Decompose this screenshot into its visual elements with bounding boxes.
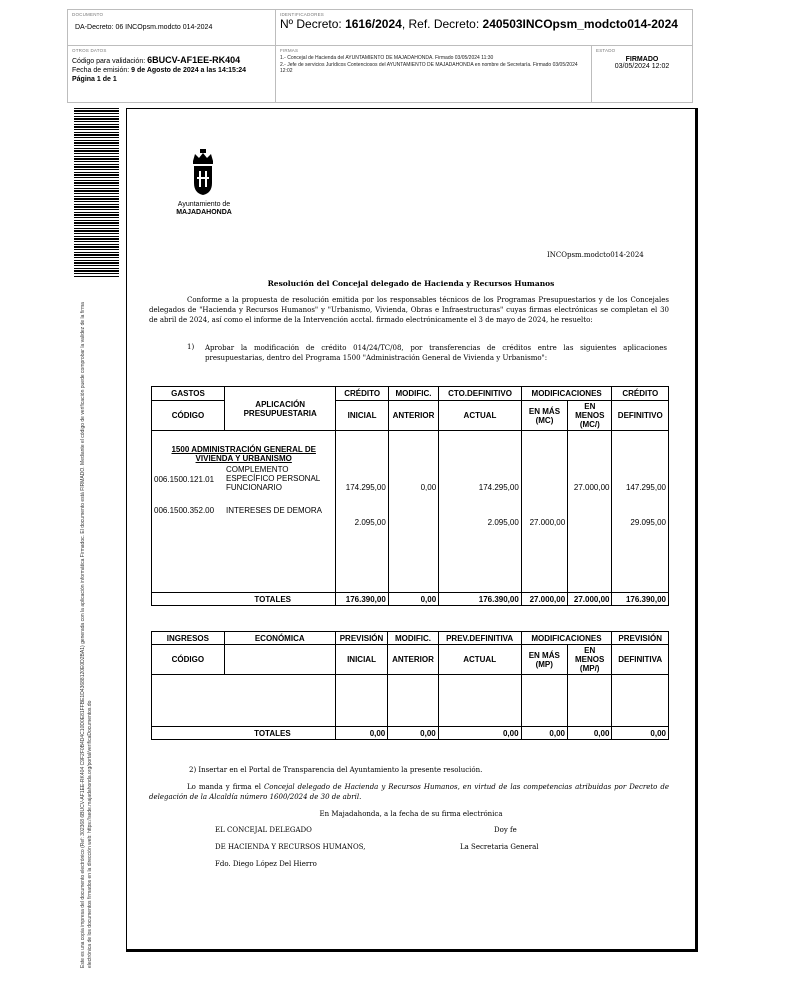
decreto-prefix: Nº Decreto: (280, 17, 346, 31)
gastos-h-inicial: INICIAL (336, 401, 388, 431)
ingresos-h-ingresos: INGRESOS (152, 632, 225, 645)
decreto-line (280, 17, 688, 31)
gastos-row-2-mas: 27.000,00 (529, 518, 566, 527)
ingresos-h-codigo: CÓDIGO (152, 645, 225, 675)
pagina: Página 1 de 1 (72, 76, 117, 83)
ingresos-h-actual: ACTUAL (438, 645, 521, 675)
otros-datos-cell (68, 46, 276, 102)
manda-part-2: Concejal delegado de Hacienda y Recursos Humanos, en virtud de las competencias atribuidas por Decreto de delegación de la Alcaldía número 1600/2024 de 30 de abril. (149, 783, 669, 801)
ingresos-tot-anterior: 0,00 (388, 727, 438, 740)
sig-right-2: La Secretaria General (460, 843, 539, 851)
gastos-h-modific: MODIFIC. (388, 387, 438, 401)
firmas-label: FIRMAS (280, 48, 299, 53)
gastos-col-actual (439, 431, 522, 593)
gastos-h-codigo: CÓDIGO (152, 401, 225, 431)
gastos-row-2-inicial: 2.095,00 (354, 518, 386, 527)
identificadores-label: IDENTIFICADORES (280, 12, 325, 17)
gastos-h-gastos: GASTOS (152, 387, 225, 401)
gastos-col-mas (521, 431, 567, 593)
gastos-totales-row (152, 593, 669, 606)
item-2: 2) Insertar en el Portal de Transparencia del Ayuntamiento la presente resolución. (189, 766, 483, 774)
gastos-h-definitivo: DEFINITIVO (612, 401, 669, 431)
codigo-line (72, 56, 271, 66)
codigo-value: 6BUCV-AF1EE-RK404 (147, 55, 241, 65)
signature-header (67, 9, 693, 103)
ref-value: 240503INCOpsm_modcto014-2024 (482, 17, 678, 31)
sig-left-2: DE HACIENDA Y RECURSOS HUMANOS, (215, 843, 366, 851)
gastos-row-2-codigo: 006.1500.352.00 (154, 506, 215, 515)
codigo-prefix: Código para validación: (72, 58, 148, 65)
sig-right-1: Doy fe (494, 826, 517, 834)
gastos-h-cto-def: CTO.DEFINITIVO (439, 387, 522, 401)
gastos-tot-inicial: 176.390,00 (336, 593, 388, 606)
firmas-cell (276, 46, 592, 102)
otros-label: OTROS DATOS (72, 48, 107, 53)
ingresos-h-prev-def: PREV.DEFINITIVA (438, 632, 521, 645)
ingresos-h-definitiva: DEFINITIVA (612, 645, 669, 675)
side-verification-text: Este es una copia impresa del documento electrónico (Ref: 302368 6BUCV-AF1EE-RK404 C9F2F0B4D4C10D0E81FFBE1D43688120E0D2BA1) generada con la aplicación informática Firmadoc. El documento está FIRMADO. Mediante el código de verificación puede comprobar la validez de la firma electrónica de los documentos firmados en la dirección web: https://sede.majadahonda.org/portal/verificaDocumentos.do (80, 302, 93, 968)
gastos-col-anterior (388, 431, 438, 593)
ingresos-h-inicial: INICIAL (335, 645, 388, 675)
gastos-table (151, 386, 669, 606)
logo-text (172, 201, 236, 217)
estado-cell (592, 46, 692, 102)
ingresos-tot-menos: 0,00 (567, 727, 611, 740)
fecha-value: 9 de Agosto de 2024 a las 14:15:24 (131, 67, 247, 74)
item-1-number: 1) (187, 343, 195, 351)
ingresos-totales-label: TOTALES (152, 727, 336, 740)
city-date-line: En Majadahonda, a la fecha de su firma electrónica (319, 810, 503, 818)
doc-title: Resolución del Concejal delegado de Hacienda y Recursos Humanos (267, 279, 555, 288)
gastos-h-credito2: CRÉDITO (612, 387, 669, 401)
item-1-text: Aprobar la modificación de crédito 014/24/TC/08, por transferencias de créditos entre las siguientes aplicaciones presupuestarias, dentro del Programa 1500 "Administración General de Vivienda y Urbanismo": (205, 344, 667, 362)
ingresos-h-en-mas: EN MÁS (MP) (521, 645, 567, 675)
ingresos-body-row (152, 675, 669, 727)
document-page (126, 108, 698, 952)
doc-ref-code: INCOpsm.modcto014-2024 (547, 251, 644, 259)
barcode (74, 108, 119, 278)
fecha-line (72, 66, 271, 75)
gastos-h-en-mas: EN MÁS (MC) (521, 401, 567, 431)
gastos-h-credito: CRÉDITO (336, 387, 388, 401)
ingresos-totales-row (152, 727, 669, 740)
ref-prefix: , Ref. Decreto: (401, 17, 483, 31)
gastos-col-inicial (336, 431, 388, 593)
gastos-h-aplicacion: APLICACIÓN PRESUPUESTARIA (224, 387, 335, 431)
gastos-totales-label: TOTALES (152, 593, 336, 606)
gastos-h-anterior: ANTERIOR (388, 401, 438, 431)
ingresos-h-modific: MODIFIC. (388, 632, 438, 645)
estado-date: 03/05/2024 12:02 (614, 63, 670, 70)
decreto-number: 1616/2024 (345, 17, 402, 31)
ingresos-h-modificaciones: MODIFICACIONES (521, 632, 612, 645)
logo-line-2: MAJADAHONDA (176, 209, 232, 216)
gastos-body-left (152, 431, 336, 593)
sig-left-1: EL CONCEJAL DELEGADO (215, 826, 312, 834)
gastos-row-1-inicial: 174.295,00 (345, 483, 386, 492)
ingresos-h-prevision: PREVISIÓN (335, 632, 388, 645)
gastos-tot-anterior: 0,00 (388, 593, 438, 606)
estado-label: ESTADO (596, 48, 616, 53)
firma-2: 2.- Jefe de servicios Jurídicos Contenciosos del AYUNTAMIENTO DE MAJADAHONDA en nombre de Secretaría. Firmado 03/05/2024 12:02 (280, 61, 578, 74)
identificadores-cell (276, 10, 692, 46)
gastos-tot-actual: 176.390,00 (439, 593, 522, 606)
gastos-row-2-definitivo: 29.095,00 (630, 518, 666, 527)
gastos-row-2-aplicacion: INTERESES DE DEMORA (226, 506, 323, 515)
gastos-body-row (152, 431, 669, 593)
documento-value: DA-Decreto: 06 INCOpsm.modcto 014-2024 (75, 24, 213, 31)
ingresos-h-anterior: ANTERIOR (388, 645, 438, 675)
ingresos-table (151, 631, 669, 740)
ingresos-h-blank (224, 645, 335, 675)
gastos-row-1-menos: 27.000,00 (573, 483, 610, 492)
ingresos-h-economica: ECONÓMICA (224, 632, 335, 645)
gastos-row-2 (154, 506, 333, 515)
intro-paragraph: Conforme a la propuesta de resolución emitida por los responsables técnicos de los Programas Presupuestarios y de los Concejales delegados de "Hacienda y Recursos Humanos" y "Urbanismo, Vivienda, Obras e Infraestructuras" cuyas firmas electrónicas se completan el 30 de abril de 2024, así como el informe de la Intervención acctal. firmado electrónicamente el 3 de mayo de 2024, he resuelto: (149, 296, 669, 324)
gastos-h-modificaciones: MODIFICACIONES (521, 387, 612, 401)
fecha-prefix: Fecha de emisión: (72, 67, 132, 74)
manda-part-1: Lo manda y firma el (187, 783, 264, 791)
ingresos-h-en-menos: EN MENOS (MP/) (567, 645, 611, 675)
gastos-row-1-definitivo: 147.295,00 (625, 483, 666, 492)
logo-line-1: Ayuntamiento de (177, 201, 231, 208)
gastos-col-definitivo (612, 431, 669, 593)
firma-1: 1.- Concejal de Hacienda del AYUNTAMIENTO DE MAJADAHONDA. Firmado 03/05/2024 11:30 (280, 55, 494, 61)
gastos-row-1-anterior: 0,00 (420, 483, 437, 492)
ingresos-tot-definitiva: 0,00 (612, 727, 669, 740)
gastos-col-menos (568, 431, 612, 593)
gastos-row-1-codigo: 006.1500.121.01 (154, 475, 215, 484)
gastos-tot-mas: 27.000,00 (521, 593, 567, 606)
documento-cell (68, 10, 276, 46)
gastos-row-1-aplicacion: COMPLEMENTO ESPECÍFICO PERSONAL FUNCIONARIO (226, 465, 320, 492)
sig-left-3: Fdo. Diego López Del Hierro (215, 860, 317, 868)
ingresos-tot-actual: 0,00 (438, 727, 521, 740)
gastos-h-en-menos: EN MENOS (MC/) (568, 401, 612, 431)
ingresos-h-prevision2: PREVISIÓN (612, 632, 669, 645)
gastos-row-1 (154, 465, 333, 492)
coat-of-arms-icon (185, 147, 221, 197)
manda-paragraph (149, 782, 669, 802)
ingresos-tot-inicial: 0,00 (335, 727, 388, 740)
documento-label: DOCUMENTO (72, 12, 104, 17)
gastos-tot-menos: 27.000,00 (568, 593, 612, 606)
gastos-h-actual: ACTUAL (439, 401, 522, 431)
gastos-tot-definitivo: 176.390,00 (612, 593, 669, 606)
estado-value: FIRMADO (625, 56, 659, 63)
gastos-row-1-actual: 174.295,00 (478, 483, 519, 492)
program-heading: 1500 ADMINISTRACIÓN GENERAL DE VIVIENDA Y URBANISMO (171, 445, 316, 463)
gastos-row-2-actual: 2.095,00 (487, 518, 519, 527)
ingresos-tot-mas: 0,00 (521, 727, 567, 740)
